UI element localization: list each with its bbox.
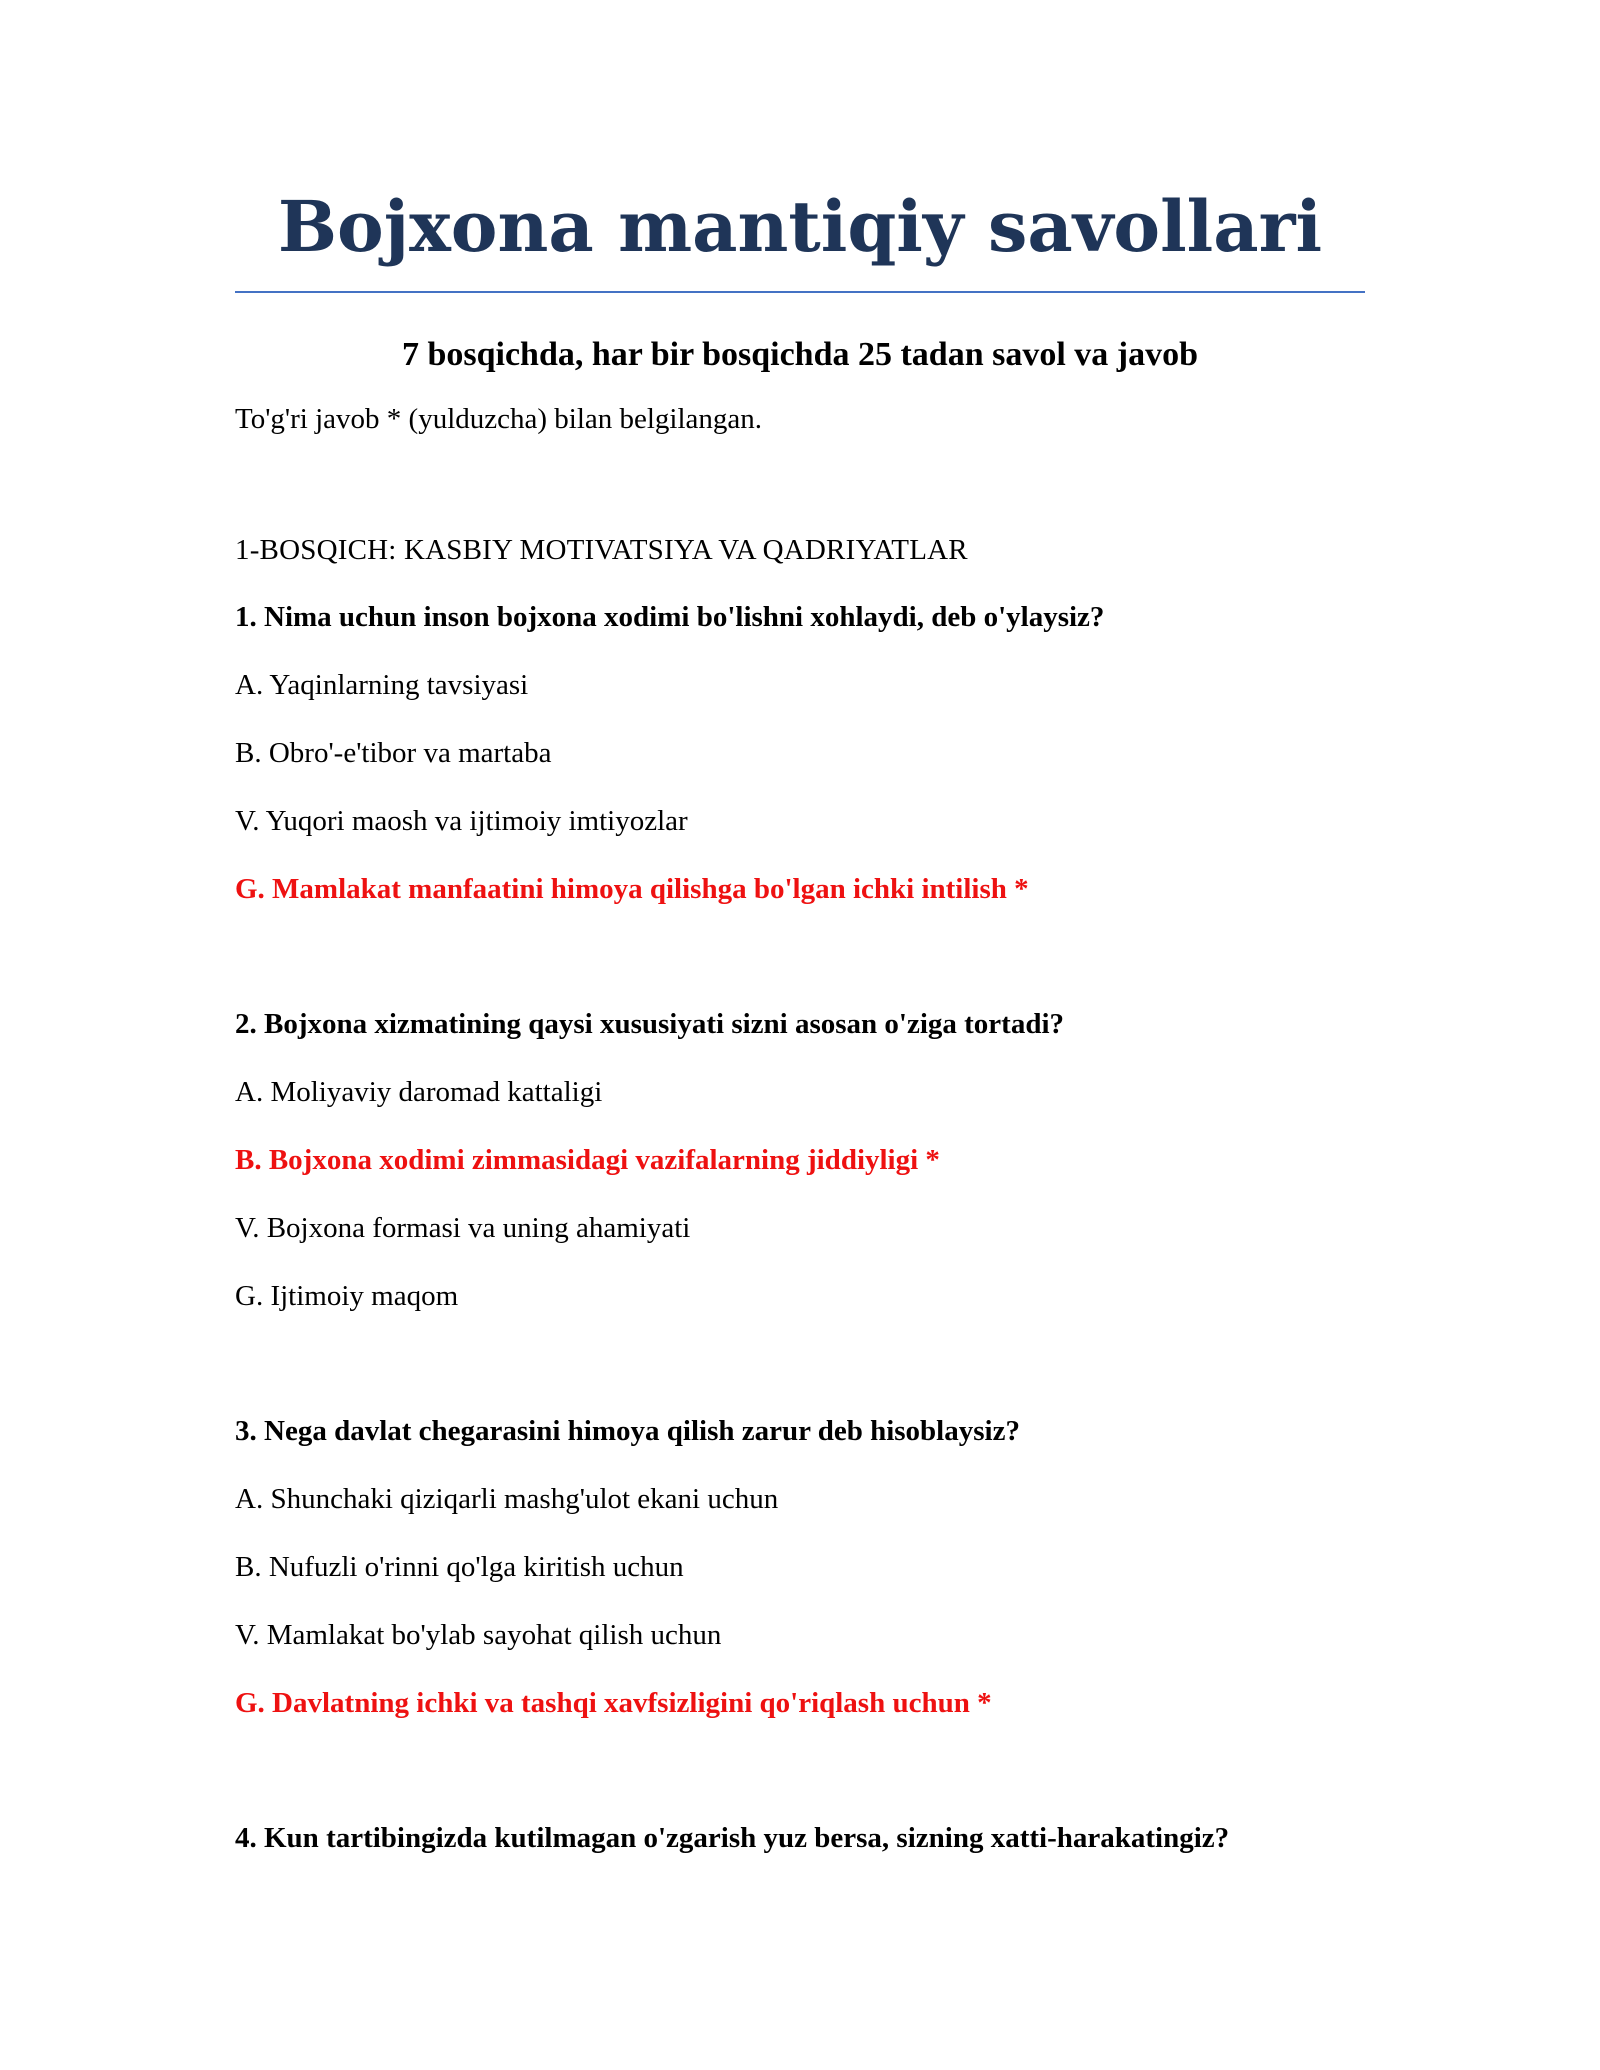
question-text: 2. Bojxona xizmatining qaysi xususiyati sizni asosan o'ziga tortadi?: [235, 1008, 1065, 1041]
document-content: [235, 185, 1365, 1856]
stage-heading: 1-BOSQICH: KASBIY MOTIVATSIYA VA QADRIYATLAR: [235, 533, 968, 566]
correct-answer-option: G. Davlatning ichki va tashqi xavfsizligini qo'riqlash uchun *: [235, 1686, 992, 1719]
answer-option: V. Bojxona formasi va uning ahamiyati: [235, 1211, 691, 1244]
answer-option: V. Mamlakat bo'ylab sayohat qilish uchun: [235, 1618, 722, 1651]
answer-option: V. Yuqori maosh va ijtimoiy imtiyozlar: [235, 804, 688, 837]
correct-answer-option: B. Bojxona xodimi zimmasidagi vazifalarning jiddiyligi *: [235, 1143, 940, 1176]
question-text: 1. Nima uchun inson bojxona xodimi bo'lishni xohlaydi, deb o'ylaysiz?: [235, 601, 1105, 634]
question-text: 4. Kun tartibingizda kutilmagan o'zgarish yuz bersa, sizning xatti-harakatingiz?: [235, 1822, 1230, 1855]
question-text: 3. Nega davlat chegarasini himoya qilish zarur deb hisoblaysiz?: [235, 1415, 1020, 1448]
title-underline: [235, 291, 1365, 293]
answer-key-note: To'g'ri javob * (yulduzcha) bilan belgilangan.: [235, 402, 763, 435]
document-subtitle: 7 bosqichda, har bir bosqichda 25 tadan savol va javob: [401, 336, 1199, 373]
document-title: Bojxona mantiqiy savollari: [277, 185, 1323, 268]
answer-option: G. Ijtimoiy maqom: [235, 1279, 459, 1312]
answer-option: A. Moliyaviy daromad kattaligi: [235, 1076, 603, 1109]
answer-option: A. Shunchaki qiziqarli mashg'ulot ekani uchun: [235, 1483, 779, 1516]
answer-option: B. Obro'-e'tibor va martaba: [235, 736, 552, 769]
answer-option: B. Nufuzli o'rinni qo'lga kiritish uchun: [235, 1550, 684, 1583]
correct-answer-option: G. Mamlakat manfaatini himoya qilishga bo'lgan ichki intilish *: [235, 872, 1029, 905]
answer-option: A. Yaqinlarning tavsiyasi: [235, 669, 529, 702]
